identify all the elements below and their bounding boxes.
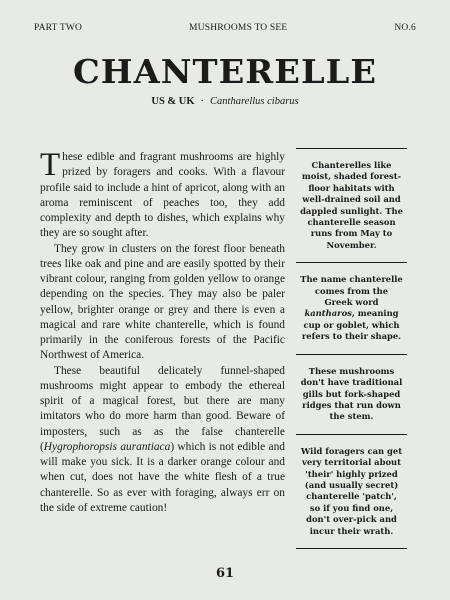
paragraph-3-text-a: These beautiful delicately funnel-shaped mushrooms might appear to embody the ethereal spirit of a magical forest, but there are many imitators who do more harm than good. Beware of imposters, such as as the false chanterelle ( [40,364,285,453]
sidebar-fact-name-b: , meaning cup or goblet, which refers to their shape. [301,308,402,342]
sidebar-fact-name-word: kantharos [304,308,352,319]
running-head [34,23,416,33]
subtitle-region: US & UK [151,96,195,107]
subtitle-latin-name: Cantharellus cibarus [210,96,299,107]
paragraph-3-text-b: ) which is not edible and will make you sick. It is a darker orange colour and when cut, does not have the white flesh of a true chanterelle. So as ever with foraging, always err on the side of extreme caution! [40,440,285,514]
page-number: 61 [215,566,235,581]
sidebar [296,148,407,549]
paragraph-1-text: hese edible and fragrant mushrooms are highly prized by foragers and cooks. With a flavour profile said to include a hint of apricot, along with an aroma reminiscent of peaches too, they add complexity and depth to dishes, which explains why they are so sought after. [40,151,285,240]
sidebar-fact-name-a: The name chanterelle comes from the Greek word [300,274,403,308]
sidebar-fact-gills: These mushrooms don't have traditional gills but fork-shaped ridges that run down the stem. [300,365,403,422]
subtitle-separator: · [200,96,205,107]
sidebar-fact-habitat: Chanterelles like moist, shaded forest-floor habitats with well-drained soil and dappled sunlight. The chanterelle season runs from May to November. [300,160,403,250]
paragraph-2: They grow in clusters on the forest floor beneath trees like oak and pine and are easily spotted by their vibrant colour, ranging from golden yellow to orange depending on the species. They may also be paler yellow, brighter orange or grey and there is even a magical and rare white chanterelle, which is found primarily in the coniferous forests of the Pacific Northwest of America. [40,242,285,362]
running-head-section: PART TWO [34,23,83,33]
drop-cap: T [40,147,61,183]
paragraph-3-latin: Hygrophoropsis aurantiaca [43,440,171,453]
main-article [40,147,285,516]
running-head-chapter: MUSHROOMS TO SEE [189,23,288,33]
sidebar-fact-name [296,263,407,353]
page-title: CHANTERELLE [72,52,378,91]
sidebar-fact-foragers: Wild foragers can get very territorial about 'their' highly prized (and usually secret) chanterelle 'patch', so if you find one, don't over-pick and incur their wrath. [300,445,403,536]
running-head-number: NO.6 [394,23,416,33]
subtitle [0,96,450,107]
sidebar-divider [296,548,407,549]
paragraph-3 [40,364,285,517]
paragraph-1 [40,147,285,242]
